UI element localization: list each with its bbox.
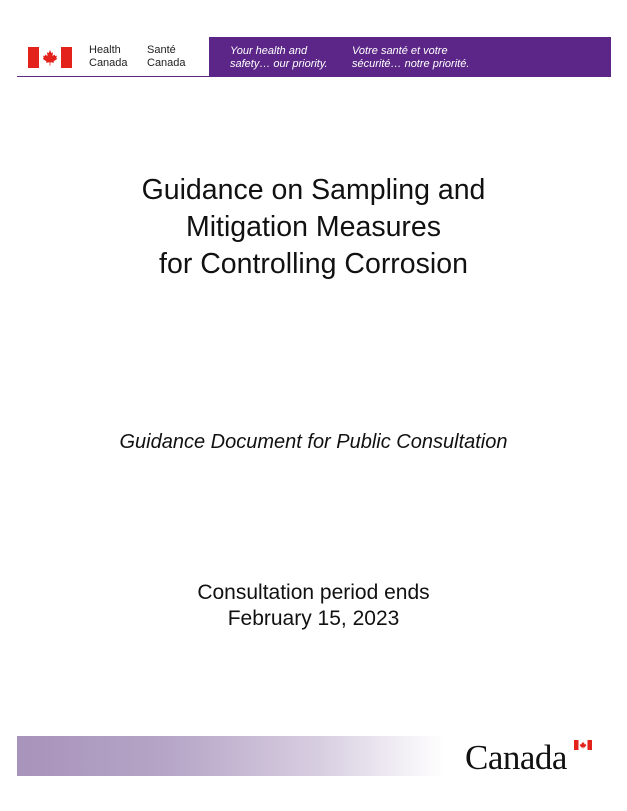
document-subtitle: Guidance Document for Public Consultation [119, 431, 508, 453]
document-title [0, 172, 627, 283]
department-name-english [89, 44, 128, 70]
wordmark-text: Canada [465, 738, 567, 777]
canada-wordmark [465, 738, 595, 777]
slogan-en-line-2: safety… our priority. [230, 58, 328, 70]
title-line-2: Mitigation Measures [185, 211, 442, 243]
slogan-fr-line-2: sécurité… notre priorité. [352, 58, 470, 70]
header-band [17, 37, 611, 77]
slogan-en-line-1: Your health and [230, 45, 308, 57]
consultation-label: Consultation period ends [197, 581, 430, 604]
consultation-date: February 15, 2023 [227, 607, 400, 630]
slogan-french [352, 45, 469, 71]
header-identity [17, 37, 209, 77]
wordmark-flag-icon [574, 740, 592, 750]
title-line-1: Guidance on Sampling and [141, 174, 486, 206]
department-name-french [147, 44, 186, 70]
dept-fr-line-1: Santé [147, 44, 176, 56]
dept-en-line-1: Health [89, 44, 121, 56]
slogan-fr-line-1: Votre santé et votre [352, 45, 448, 57]
consultation-period [0, 580, 627, 632]
dept-fr-line-2: Canada [147, 57, 186, 69]
canada-flag-icon [28, 47, 72, 68]
title-line-3: for Controlling Corrosion [159, 248, 468, 280]
dept-en-line-2: Canada [89, 57, 128, 69]
footer-gradient-band [17, 736, 445, 776]
slogan-english [230, 45, 328, 71]
header-slogan-band [209, 37, 611, 77]
